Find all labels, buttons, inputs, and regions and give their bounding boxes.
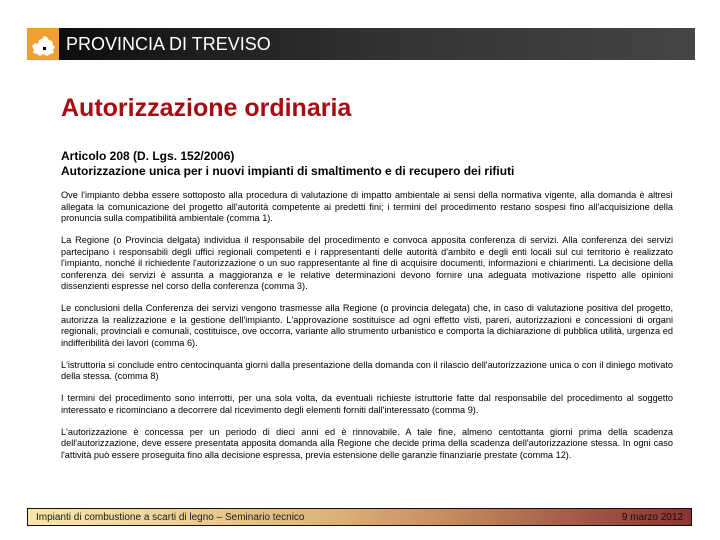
subtitle-line-description: Autorizzazione unica per i nuovi impianti di smaltimento e di recupero dei rifiuti bbox=[61, 164, 515, 178]
footer-date: 9 marzo 2012 bbox=[621, 512, 683, 523]
body-text bbox=[61, 190, 673, 472]
paragraph-comma-9: I termini del procedimento sono interrotti, per una sola volta, da eventuali richieste istruttorie fatte dal responsabile del procedimento al soggetto interessato e ricominciano a decorrere dal ricevimento degli elementi forniti dall'interessato (comma 9). bbox=[61, 393, 673, 415]
footer-bar bbox=[27, 508, 692, 526]
paragraph-comma-8: L'istruttoria si conclude entro centocinquanta giorni dalla presentazione della domanda con il rilascio dell'autorizzazione unica o con il diniego motivato della stessa. (comma 8) bbox=[61, 359, 673, 381]
paragraph-comma-1: Ove l'impianto debba essere sottoposto alla procedura di valutazione di impatto ambientale ai sensi della normativa vigente, alla domanda è altresì allegata la comunicazione del progetto all'autorità competente ai predetti fini; i termini del procedimento restano sospesi fino all'acquisizione della pronuncia sulla compatibilità ambientale (comma 1). bbox=[61, 190, 673, 223]
paragraph-comma-6: Le conclusioni della Conferenza dei servizi vengono trasmesse alla Regione (o provincia delegata) che, in caso di valutazione positiva del progetto, autorizza la realizzazione e la gestione dell'impianto. L'approvazione sostituisce ad ogni effetto visti, pareri, autorizzazioni e concessioni di organi regionali, provinciali e comunali, costituisce, ove occorra, variante allo strumento urbanistico e comporta la dichiarazione di pubblica utilità, urgenza ed indifferibilità dei lavori (comma 6). bbox=[61, 303, 673, 348]
page-title: Autorizzazione ordinaria bbox=[61, 94, 352, 122]
header-title: PROVINCIA DI TREVISO bbox=[66, 34, 271, 54]
footer-seminar-title: Impianti di combustione a scarti di legno – Seminario tecnico bbox=[36, 512, 305, 523]
province-map-icon bbox=[27, 28, 59, 60]
logo-graphic bbox=[27, 28, 59, 60]
subtitle-line-article: Articolo 208 (D. Lgs. 152/2006) bbox=[61, 149, 235, 163]
paragraph-comma-3: La Regione (o Provincia delgata) individua il responsabile del procedimento e convoca apposita conferenza di servizi. Alla conferenza dei servizi partecipano i responsabili degli uffici regionali competenti e i rappresentanti delle autorità d'ambito e degli enti locali sul cui territorio è realizzato l'impianto, nonché il richiedente l'autorizzazione o un suo rappresentante al fine di acquisire documenti, informazioni e chiarimenti. La decisione della conferenza dei servizi è assunta a maggioranza e le relative determinazioni devono fornire una adeguata motivazione rispetto alle opinioni dissenzienti espresse nel corso della conferenza (comma 3). bbox=[61, 235, 673, 291]
paragraph-comma-12: L'autorizzazione è concessa per un periodo di dieci anni ed è rinnovabile. A tale fine, almeno centottanta giorni prima della scadenza dell'autorizzazione, deve essere presentata apposita domanda alla Regione che decide prima della scadenza dell'autorizzazione stessa. In ogni caso l'attività può essere proseguita fino alla decisione espressa, previa estensione delle garanzie finanziarie prestate (comma 12). bbox=[61, 426, 673, 460]
subtitle bbox=[61, 149, 681, 179]
